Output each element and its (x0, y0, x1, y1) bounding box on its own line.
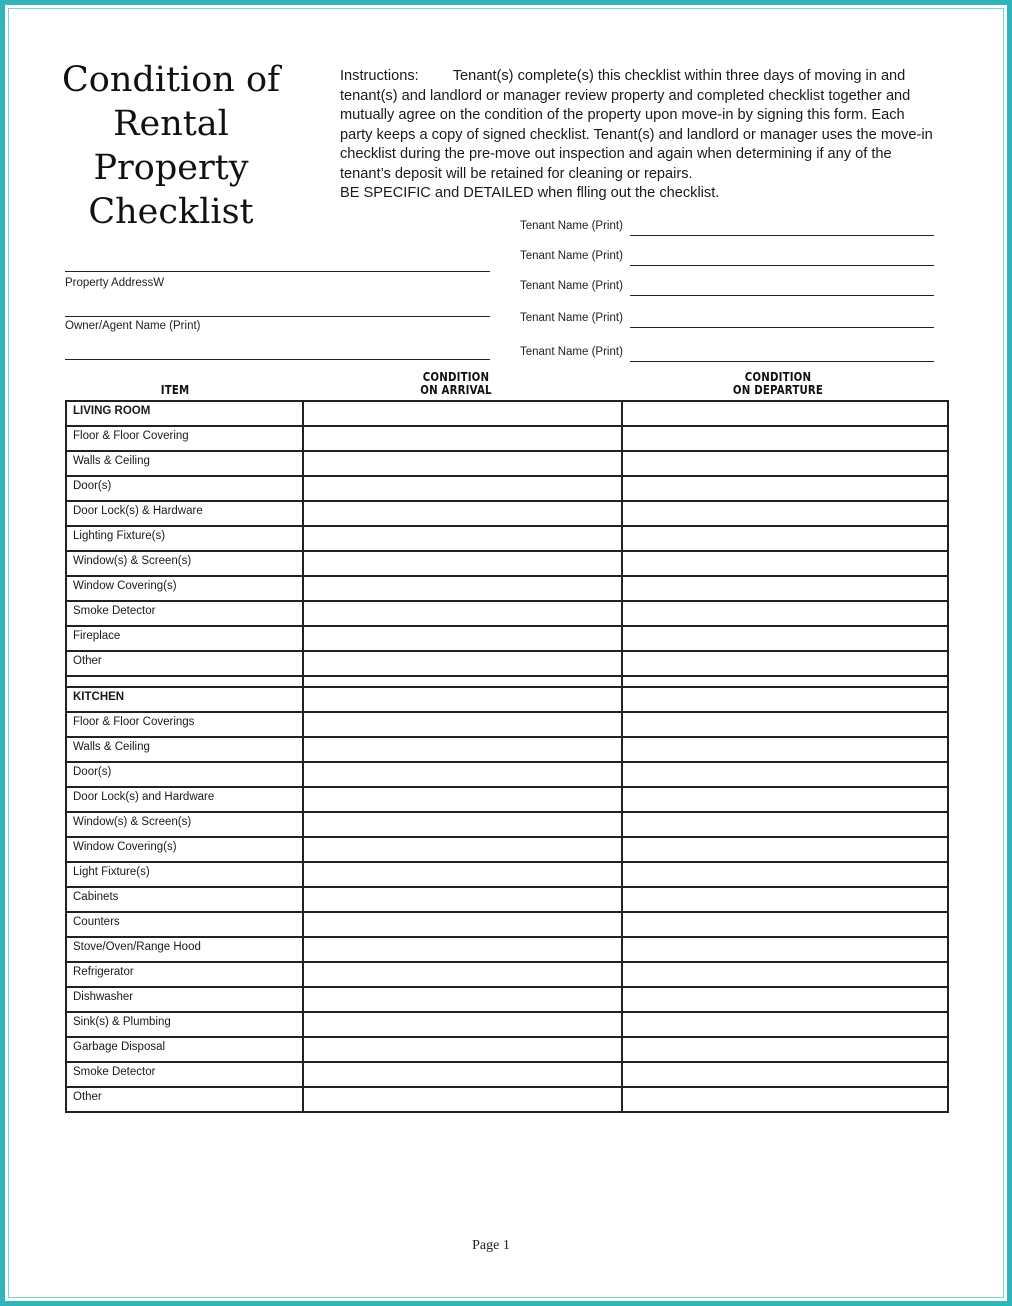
table-row (66, 476, 948, 501)
arrival-condition-cell[interactable] (303, 987, 622, 1012)
departure-condition-cell[interactable] (622, 1062, 948, 1087)
tenant-name-line[interactable] (630, 235, 934, 236)
table-row (66, 626, 948, 651)
departure-condition-cell[interactable] (622, 712, 948, 737)
departure-condition-cell[interactable] (622, 1087, 948, 1112)
tenant-name-label: Tenant Name (Print) (520, 346, 623, 358)
table-row (66, 912, 948, 937)
tenant-name-field[interactable] (520, 312, 934, 328)
item-label: Refrigerator (66, 962, 303, 987)
arrival-condition-cell[interactable] (303, 426, 622, 451)
arrival-condition-cell[interactable] (303, 501, 622, 526)
section-row (66, 687, 948, 712)
table-row (66, 551, 948, 576)
table-row (66, 576, 948, 601)
tenant-name-line[interactable] (630, 361, 934, 362)
table-row (66, 1037, 948, 1062)
departure-condition-cell[interactable] (622, 426, 948, 451)
arrival-condition-cell[interactable] (303, 862, 622, 887)
tenant-name-label: Tenant Name (Print) (520, 280, 623, 292)
item-label: Door Lock(s) & Hardware (66, 501, 303, 526)
table-row (66, 651, 948, 676)
arrival-condition-cell[interactable] (303, 576, 622, 601)
departure-condition-cell[interactable] (622, 862, 948, 887)
departure-column-header (710, 371, 846, 397)
departure-condition-cell[interactable] (622, 651, 948, 676)
table-row (66, 501, 948, 526)
table-row (66, 601, 948, 626)
table-row (66, 887, 948, 912)
item-label: Fireplace (66, 626, 303, 651)
spacer-cell (66, 676, 303, 687)
item-column-header: ITEM (160, 383, 190, 397)
item-label: Dishwasher (66, 987, 303, 1012)
tenant-name-line[interactable] (630, 295, 934, 296)
item-label: Floor & Floor Covering (66, 426, 303, 451)
item-label: Window Covering(s) (66, 837, 303, 862)
item-label: Walls & Ceiling (66, 737, 303, 762)
property-address-line[interactable] (65, 271, 490, 272)
departure-condition-cell[interactable] (622, 987, 948, 1012)
arrival-condition-cell[interactable] (303, 837, 622, 862)
tenant-name-field[interactable] (520, 280, 934, 296)
item-label: Light Fixture(s) (66, 862, 303, 887)
arrival-condition-cell[interactable] (303, 912, 622, 937)
item-label: Garbage Disposal (66, 1037, 303, 1062)
arrival-condition-cell[interactable] (303, 626, 622, 651)
owner-agent-line[interactable] (65, 316, 490, 317)
item-label: Counters (66, 912, 303, 937)
tenant-name-label: Tenant Name (Print) (520, 250, 623, 262)
arrival-condition-cell[interactable] (303, 787, 622, 812)
arrival-condition-cell[interactable] (303, 737, 622, 762)
arrival-column-header (397, 371, 516, 397)
arrival-condition-cell[interactable] (303, 712, 622, 737)
instructions-label: Instructions: (340, 68, 419, 84)
departure-condition-cell[interactable] (622, 476, 948, 501)
departure-condition-cell[interactable] (622, 737, 948, 762)
title-line: Rental (113, 104, 229, 144)
arrival-condition-cell[interactable] (303, 451, 622, 476)
tenant-name-field[interactable] (520, 346, 934, 362)
arrival-header-line: CONDITION (422, 370, 490, 384)
table-row (66, 451, 948, 476)
title-line: Condition of (61, 60, 280, 100)
arrival-condition-cell[interactable] (303, 1037, 622, 1062)
item-label: Smoke Detector (66, 1062, 303, 1087)
item-label: Door(s) (66, 762, 303, 787)
arrival-condition-cell[interactable] (303, 762, 622, 787)
arrival-condition-cell[interactable] (303, 1087, 622, 1112)
table-row (66, 426, 948, 451)
table-row (66, 1012, 948, 1037)
table-row (66, 862, 948, 887)
item-label: Sink(s) & Plumbing (66, 1012, 303, 1037)
section-label: LIVING ROOM (66, 401, 303, 426)
title-line: Property (93, 148, 249, 188)
item-label: Lighting Fixture(s) (66, 526, 303, 551)
departure-condition-cell[interactable] (622, 762, 948, 787)
arrival-condition-cell[interactable] (303, 812, 622, 837)
signature-line[interactable] (65, 359, 490, 360)
item-label: Other (66, 651, 303, 676)
arrival-condition-cell[interactable] (303, 551, 622, 576)
departure-condition-cell[interactable] (622, 401, 948, 426)
departure-condition-cell[interactable] (622, 626, 948, 651)
table-row (66, 712, 948, 737)
arrival-condition-cell[interactable] (303, 651, 622, 676)
table-row (66, 837, 948, 862)
table-row (66, 987, 948, 1012)
departure-condition-cell[interactable] (622, 576, 948, 601)
item-label: Window(s) & Screen(s) (66, 812, 303, 837)
item-label: Walls & Ceiling (66, 451, 303, 476)
departure-condition-cell[interactable] (622, 887, 948, 912)
arrival-condition-cell[interactable] (303, 937, 622, 962)
item-label: Cabinets (66, 887, 303, 912)
departure-condition-cell[interactable] (622, 937, 948, 962)
departure-condition-cell[interactable] (622, 601, 948, 626)
spacer-cell (622, 676, 948, 687)
spacer-row (66, 676, 948, 687)
tenant-name-label: Tenant Name (Print) (520, 220, 623, 232)
table-row (66, 526, 948, 551)
arrival-condition-cell[interactable] (303, 476, 622, 501)
item-label: Window Covering(s) (66, 576, 303, 601)
departure-condition-cell[interactable] (622, 962, 948, 987)
table-row (66, 762, 948, 787)
table-row (66, 962, 948, 987)
item-label: Door(s) (66, 476, 303, 501)
arrival-condition-cell[interactable] (303, 401, 622, 426)
departure-condition-cell[interactable] (622, 551, 948, 576)
departure-condition-cell[interactable] (622, 912, 948, 937)
section-label: KITCHEN (66, 687, 303, 712)
page-title (58, 58, 284, 234)
tenant-name-line[interactable] (630, 327, 934, 328)
instructions-emphasis: BE SPECIFIC and DETAILED when flling out the checklist. (340, 185, 720, 201)
instructions-block (340, 67, 940, 204)
section-row (66, 401, 948, 426)
table-row (66, 1087, 948, 1112)
item-label: Smoke Detector (66, 601, 303, 626)
departure-condition-cell[interactable] (622, 1037, 948, 1062)
departure-condition-cell[interactable] (622, 687, 948, 712)
departure-condition-cell[interactable] (622, 1012, 948, 1037)
departure-condition-cell[interactable] (622, 812, 948, 837)
property-address-label: Property AddressW (65, 277, 165, 289)
title-line: Checklist (88, 192, 254, 232)
spacer-cell (303, 676, 622, 687)
table-row (66, 812, 948, 837)
departure-condition-cell[interactable] (622, 837, 948, 862)
instructions-text: Tenant(s) complete(s) this checklist within three days of moving in and tenant(s) and landlord or manager review property and completed checklist together and mutually agree on the condition of the property upon move-in by signing this form. Each party keeps a copy of signed checklist. Tenant(s) and landlord or manager uses the move-in checklist during the pre-move out inspection and again when determining if any of the tenant’s deposit will be retained for cleaning or repairs. (340, 68, 933, 182)
departure-condition-cell[interactable] (622, 451, 948, 476)
arrival-condition-cell[interactable] (303, 1062, 622, 1087)
item-label: Floor & Floor Coverings (66, 712, 303, 737)
departure-condition-cell[interactable] (622, 526, 948, 551)
arrival-condition-cell[interactable] (303, 526, 622, 551)
table-row (66, 937, 948, 962)
arrival-header-line: ON ARRIVAL (420, 383, 492, 397)
arrival-condition-cell[interactable] (303, 1012, 622, 1037)
item-label: Door Lock(s) and Hardware (66, 787, 303, 812)
table-row (66, 1062, 948, 1087)
item-label: Stove/Oven/Range Hood (66, 937, 303, 962)
departure-condition-cell[interactable] (622, 501, 948, 526)
tenant-name-field[interactable] (520, 250, 934, 266)
departure-header-line: ON DEPARTURE (732, 383, 824, 397)
arrival-condition-cell[interactable] (303, 962, 622, 987)
tenant-name-label: Tenant Name (Print) (520, 312, 623, 324)
tenant-name-field[interactable] (520, 220, 934, 236)
owner-agent-label: Owner/Agent Name (Print) (65, 320, 201, 332)
table-row (66, 737, 948, 762)
page-number: Page 1 (472, 1238, 510, 1253)
arrival-condition-cell[interactable] (303, 687, 622, 712)
departure-header-line: CONDITION (744, 370, 812, 384)
item-label: Other (66, 1087, 303, 1112)
table-row (66, 787, 948, 812)
arrival-condition-cell[interactable] (303, 887, 622, 912)
item-label: Window(s) & Screen(s) (66, 551, 303, 576)
tenant-name-line[interactable] (630, 265, 934, 266)
arrival-condition-cell[interactable] (303, 601, 622, 626)
departure-condition-cell[interactable] (622, 787, 948, 812)
checklist-table (65, 400, 949, 1113)
